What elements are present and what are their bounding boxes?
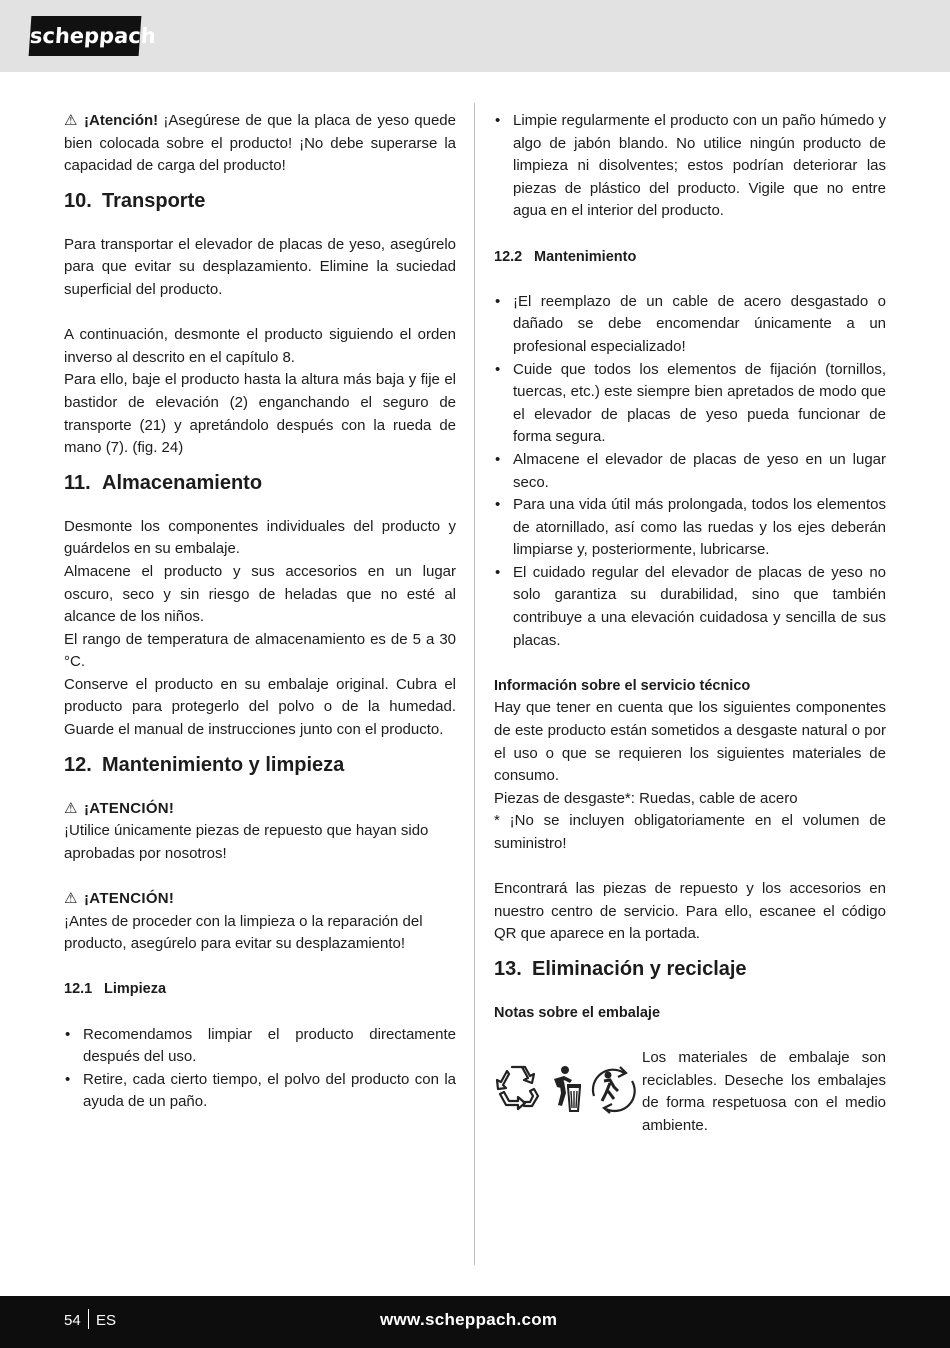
packaging-info [494,1047,886,1143]
section-11-paragraph-2: Almacene el producto y sus accesorios en un lugar oscuro, seco y sin riesgo de heladas que no esté al alcance de los niños. [64,562,456,626]
section-13-heading [494,956,886,982]
section-12-title: Mantenimiento y limpieza [102,753,345,776]
page-number: 54 [64,1312,81,1329]
section-10-number: 10. [64,189,92,212]
cleaning-list-continued [494,110,886,223]
packaging-notes-heading: Notas sobre el embalaje [494,1004,661,1021]
attention-label-1: ¡ATENCIÓN! [84,799,175,817]
warning-triangle-icon: ⚠ [64,799,78,817]
list-item: • Recomendamos limpiar el producto directamente después del uso. [64,1024,456,1069]
section-12-2-heading [494,246,886,269]
footer-separator [88,1309,89,1329]
section-11-paragraph-1: Desmonte los componentes individuales del producto y guárdelos en su embalaje. [64,517,456,558]
section-11-number: 11. [64,471,91,494]
attention-heading-2 [64,888,456,911]
recycle-icon [497,1067,538,1109]
recycling-circle-icon [593,1067,635,1113]
section-11-title: Almacenamiento [102,471,263,494]
list-item: • Cuide que todos los elementos de fijación (tornillos, tuercas, etc.) este siempre bien apretados de modo que el elevador de placas de yeso pueda funcionar de forma segura. [494,359,886,449]
section-13-number: 13. [494,957,522,980]
section-12-number: 12. [64,753,92,776]
service-paragraph-3: * ¡No se incluyen obligatoriamente en el volumen de suministro! [494,812,886,852]
section-10-title: Transporte [102,189,206,212]
section-12-2-number: 12.2 [494,248,523,265]
service-paragraph-4: Encontrará las piezas de repuesto y los accesorios en nuestro centro de servicio. Para ello, escanee el código QR que aparece en la portada. [494,880,886,943]
section-10-paragraph-2: A continuación, desmonte el producto siguiendo el orden inverso al descrito en el capítulo 8. [64,326,456,366]
section-12-heading [64,752,456,778]
intro-warning-label: ¡Atención! [84,112,159,129]
section-11-heading [64,470,456,496]
attention-heading-1 [64,798,456,821]
section-11-paragraph-4: Conserve el producto en su embalaje original. Cubra el producto para protegerlo del polvo o de la humedad. Guarde el manual de instrucciones junto con el producto. [64,675,456,739]
intro-warning [64,110,456,178]
attention-label-2: ¡ATENCIÓN! [84,890,175,908]
list-item: • El cuidado regular del elevador de placas de yeso no solo garantiza su durabilidad, sino que también contribuye a una elevación cuidadosa y sencilla de sus placas. [494,562,886,652]
section-12-1-title: Limpieza [104,981,167,998]
section-10-paragraph-3: Para ello, baje el producto hasta la altura más baja y fije el bastidor de elevación (2) enganchando el seguro de transporte (21) y apretándolo después con la rueda de mano (7). (fig. 24) [64,371,456,457]
list-item: • ¡El reemplazo de un cable de acero desgastado o dañado se debe encomendar únicamente a un profesional especializado! [494,291,886,359]
warning-triangle-icon: ⚠ [64,112,78,129]
scheppach-logo: scheppach [29,16,142,56]
maintenance-list [494,291,886,653]
section-13-title: Eliminación y reciclaje [532,957,747,980]
trash-bin-person-icon [554,1066,581,1111]
service-info-heading: Información sobre el servicio técnico [494,677,751,694]
attention-text-1: ¡Utilice únicamente piezas de repuesto que hayan sido aprobadas por nosotros! [64,822,429,862]
list-item: • Limpie regularmente el producto con un paño húmedo y algo de jabón blando. No utilice ningún producto de limpieza ni disolventes; estos podrían deteriorar las piezas de plástico del producto. Vigile que no entre agua en el interior del producto. [494,110,886,223]
list-item: • Almacene el elevador de placas de yeso en un lugar seco. [494,449,886,494]
left-column [64,110,456,1114]
section-11-paragraph-3: El rango de temperatura de almacenamiento es de 5 a 30 °C. [64,630,456,671]
section-10-heading [64,188,456,214]
attention-text-2: ¡Antes de proceder con la limpieza o la reparación del producto, asegúrelo para evitar su desplazamiento! [64,912,423,953]
right-column [494,110,886,1143]
list-item: • Para una vida útil más prolongada, todos los elementos de atornillado, así como las ruedas y los ejes deberán limpiarse y, posteriormente, lubricarse. [494,494,886,562]
website-url: www.scheppach.com [380,1310,558,1329]
section-12-1-heading [64,978,456,1001]
warning-triangle-icon: ⚠ [64,890,78,908]
service-paragraph-1: Hay que tener en cuenta que los siguientes componentes de este producto están sometidos a desgaste natural o por el uso o que se requieren los siguientes materiales de consumo. [494,699,886,785]
section-12-2-title: Mantenimiento [534,248,637,265]
column-divider [474,103,475,1265]
recycling-symbols [494,1061,640,1117]
cleaning-list [64,1024,456,1114]
service-paragraph-2: Piezas de desgaste*: Ruedas, cable de acero [494,789,798,807]
page-footer [0,1296,950,1348]
packaging-text: Los materiales de embalaje son reciclables. Deseche los embalajes de forma respetuosa con el medio ambiente. [642,1049,886,1134]
language-code: ES [96,1312,117,1329]
section-10-paragraph-1: Para transportar el elevador de placas de yeso, asegúrelo para que evitar su desplazamiento. Elimine la suciedad superficial del producto. [64,235,456,298]
section-12-1-number: 12.1 [64,981,93,998]
intro-warning-text: ¡Asegúrese de que la placa de yeso quede bien colocada sobre el producto! ¡No debe superarse la capacidad de carga del producto! [64,112,456,175]
list-item: • Retire, cada cierto tiempo, el polvo del producto con la ayuda de un paño. [64,1069,456,1114]
page-header [0,0,950,72]
